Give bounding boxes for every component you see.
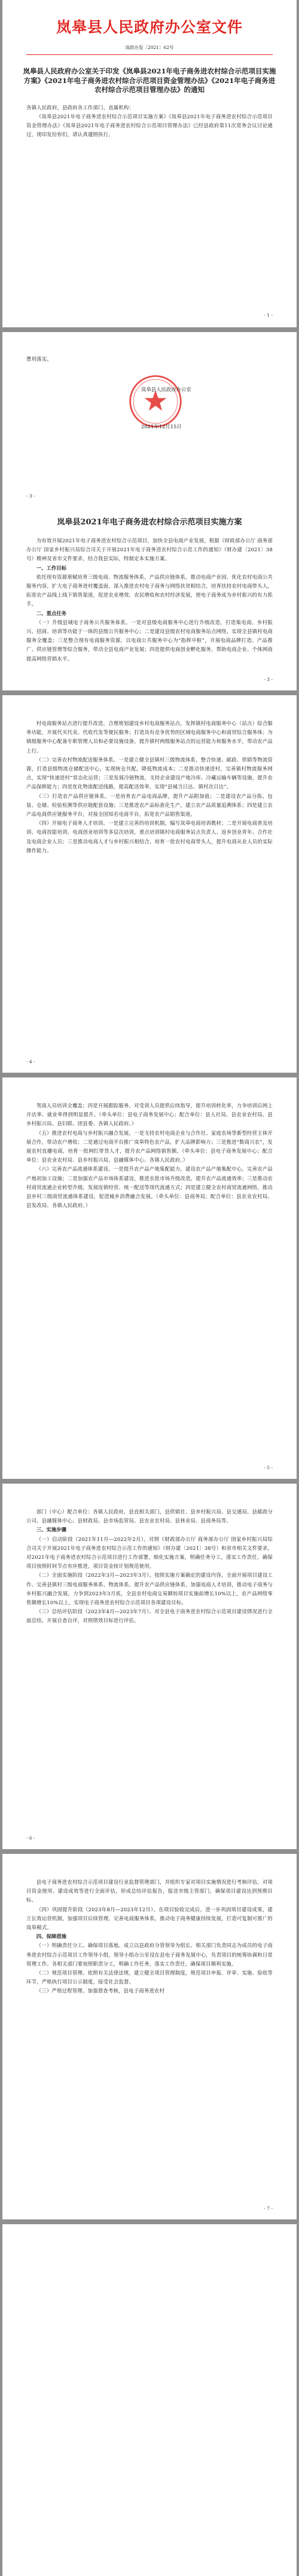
- section-heading: 四、保障措施: [36, 1933, 67, 1940]
- plan-paragraph: （二）完善农村物流配送服务体系。一是建立健全县镇村三级物流体系，整合快递、邮政、供销等物流资源，打造县级物流仓储配送中心，实现统仓共配，降低物流成本；二是推动快递进村，完善镇村物流服务网点，实现“快递进村”常态化运营；三是发展冷链物流，支持企业建设产地冷库、冷藏运输车辆等设施，提升农产品保鲜能力；四是优化物流配送线路，提高配送效率，实现“县城当日达、镇村次日达”。: [26, 756, 273, 790]
- page-number: - 5 -: [264, 1465, 273, 1470]
- document-page-1: [2, 0, 297, 327]
- notice-salutation: 各镇人民政府，县政府各工作部门、直属机构：: [26, 104, 135, 110]
- plan-paragraph: （二）规范项目管理。依照有关法律法规，建立健全项目管理制度，规范项目申报、评审、实施、验收等环节，严格执行项目公示制度，接受社会监督。: [26, 1970, 273, 1985]
- page-number: - 7 -: [264, 2206, 273, 2211]
- plan-paragraph: 县电子商务进农村综合示范项目建设行业监督管理部门，并组织专家对项目实施情况进行考核评估，对项目资金使用、建设成效等进行全面评估，形成总结评估报告，报送市级主管部门，确保项目建设达到预期目标。: [26, 1879, 273, 1903]
- plan-paragraph: （三）打造农产品供应链体系。一是培育农产品电商品牌，提升产品附加值；二是建设农产品分拣、包装、仓储、检验检测等供应链配套设施；三是推进农产品标准化生产，建立农产品质量追溯体系；四是建立农产品电商供应链服务平台，对接全国知名电商平台，拓宽农产品销售渠道。: [26, 793, 273, 818]
- plan-paragraph: （一）启动阶段（2021年11月—2022年2月）。对照《财政部办公厅 商务部办公厅 国家乡村振兴局综合司关于开展2021年电子商务进农村综合示范工作的通知》（财办建〔2021〕38号）和省市相关文件要求，对2021年电子商务进农村综合示范项目进行工作部署，细化实施方案，明确任务分工，落实工作责任，确保项目按照时间节点有序推进，项目资金按计划规范使用。: [26, 1536, 273, 1570]
- page-number: - 6 -: [26, 1835, 35, 1841]
- plan-title: 岚皋县2021年电子商务进农村综合示范项目实施方案: [57, 518, 242, 527]
- plan-paragraph: （四）巩固提升阶段（2023年8月—2023年12月）。在项目验收完成后，进一步巩固项目建设成果，建立长效运营机制，加强项目后续管理，完善电商服务体系，推动电子商务健康持续发展，打造可复制可推广的岚皋模式。: [26, 1906, 273, 1931]
- plan-paragraph: （四）开展电子商务人才培训。一是建立完善的培训机制，编写岚皋电商培训教材；二是开展电商普及培训、电商技能培训、电商创业培训等多层次培训，重点培训镇村电商服务站点负责人、返乡创业青年、合作社及电商企业人员；三是推动电商人才与乡村振兴相结合，培育一批农村电商带头人，提升电商从业人员的实际操作能力。: [26, 820, 273, 853]
- document-page-3: [2, 695, 297, 1073]
- page-number: - 4 -: [26, 1059, 35, 1064]
- section-heading: 二、重点任务: [36, 610, 67, 616]
- document-page-6: [2, 1854, 297, 2219]
- document-page-5: [2, 1484, 297, 1849]
- document-page-4: [2, 1077, 297, 1479]
- section-heading: 三、实施步骤: [36, 1527, 67, 1533]
- plan-paragraph: 依托现有资源禀赋培育三级电商、物流服务体系，产品供应链体系，推动电商产业园、优化农村电商公共服务内容，扩大电子商务进村覆盖面，深入推进农村电子商务与网络扶贫相结合，培育扶持农村电商带头人，拓宽农产品线上线下销售渠道，促进农业增效、农民增收和农村经济发展，使电子商务成为乡村振兴的有力抓手。: [26, 573, 273, 607]
- page2-carryover: 曹玥落实。: [26, 356, 52, 362]
- plan-paragraph: （五）推进农村电商与乡村振兴融合发展。一是支持农村电商企业与合作社、家庭农场等新型经营主体开展合作，带动农户增收；二是通过电商平台推广岚皋特色农产品，扩大品牌影响力；三是推进“数商兴农”，发展农村直播电商，培育一批网红带货人才，提升农产品网络销售额。（牵头单位：县电子商务发展中心；配合单位：县农业农村局、县乡村振兴局、县融媒体中心、各镇人民政府。）: [26, 1129, 273, 1163]
- signing-organization: 岚皋县人民政府办公室: [141, 386, 191, 392]
- page-number: - 1 -: [264, 312, 273, 318]
- plan-paragraph: 驾商人员培训全覆盖；四是开展跟踪服务，对受训人员提供后续指导，提升培训转化率，力争培训后网上开店率、就业率得到明显提升。（牵头单位：县电子商务发展中心；配合单位：县人社局、县农业农村局、县乡村振兴局、县妇联、团县委、各镇人民政府。）: [26, 1103, 273, 1127]
- page-number: - 3 -: [26, 493, 35, 499]
- document-number: 岚政办发〔2021〕62号: [125, 45, 174, 50]
- plan-paragraph: （一）明确责任分工。确保项目落地。成立以县政府分管领导为组长、相关部门负责同志为成员的电子商务进农村综合示范项目工作领导小组，领导小组办公室设在县电子商务发展中心，负责项目的统筹协调和日常管理工作。各相关部门要按照职责分工，明确工作任务，落实工作责任，确保项目顺利实施。: [26, 1942, 273, 1967]
- red-divider-line: [26, 54, 273, 55]
- page-number: - 3 -: [264, 677, 273, 682]
- section-heading: 一、工作目标: [36, 564, 67, 571]
- plan-paragraph: 村电商服务站点进行提升改造，合理规划建设乡村电商服务站点，发挥镇村电商服务中心（站点）综合服务功能，开展代买代卖、代收代发等便民服务；打造具有竞争优势的区域电商服务中心和商贸综合服务体；为镇级服务中心配备专职管理人员和必要设施设备，提升镇村两级服务站点的运营能力和服务水平，带动农产品上行。: [26, 720, 273, 754]
- signing-date: 2021年12月15日: [141, 423, 182, 429]
- notice-title: 岚皋县人民政府办公室关于印发《岚皋县2021年电子商务进农村综合示范项目实施方案》《2021年电子商务进农村综合示范项目资金管理办法》《2021年电子商务进农村综合示范项目管理办法》的通知: [23, 67, 276, 94]
- plan-intro: 为有效开展2021年电子商务进农村综合示范项目，加快全县电商产业发展，根据《财政部办公厅 商务部办公厅 国家乡村振兴局综合司关于开展2021年电子商务进农村综合示范工作的通知》（财办建〔2021〕38号）精神及省市文件要求，结合我县实际，特制定本实施方案。: [26, 538, 273, 562]
- plan-paragraph: 部门（中心）配合单位：各镇人民政府，县直相关部门，县供销社、县乡村振兴局、县交通局、县邮政分公司、县融媒体中心、县财政局、县市场监管局、县农业农村局、县林业局、县商务局等。: [26, 1509, 273, 1524]
- document-header-title: 岚皋县人民政府办公室文件: [56, 19, 243, 36]
- plan-paragraph: （二）全面实施阶段（2022年3月—2023年3月）。按照实施方案确定的建设内容，全面开展项目建设工作。完善县镇村三级电商服务体系、物流体系，提升农产品供应链体系，加强电商人才培训，推动电子商务与乡村振兴融合发展，力争到2023年3月底，全县农村电商交易额较项目实施前增长10%以上，农产品网络零售额增长10%以上，实现电子商务进农村综合示范项目各项建设目标。: [26, 1572, 273, 1606]
- plan-paragraph: （六）完善农产品流通体系建设。一是提升农产品产地集配能力，建设农产品产地集配中心，完善农产品产地初加工设施；二是加强农产品市场体系建设，推进农批市场升级改造，提升农产品流通效率；三是推动农村商贸流通企业转型升级，发展连锁经营、统一配送等现代流通方式；四是建立健全农村商贸流通网络，推动县乡村三级商贸流通体系建设，促进城乡消费融合发展。（牵头单位：县商务局；配合单位：县农业农村局、县发改局、各镇人民政府。）: [26, 1166, 273, 1209]
- plan-paragraph: （三）总结评估阶段（2023年4月—2023年7月）。对全县电子商务进农村综合示范项目建设情况进行全面总结，开展自查自评，对照绩效目标进行评估。: [26, 1608, 273, 1624]
- document-page-7: [2, 2224, 297, 2576]
- plan-paragraph: （一）升级县域电子商务公共服务体系。一是对县级电商服务中心进行升级改造，打造集电商、乡村振兴、招商、培训等功能于一体的县级公共服务中心；二是建设县级农村电商服务站点网络，实现全县镇村电商服务全覆盖；三是整合现有电商服务资源，以电商公共服务中心为“指挥中枢”，开展电商品牌打造、产品推广、供应链管理等综合服务，带动全县电商产业发展；四是提供电商创业孵化服务，帮助电商企业、个体网商提高网络营销水平。: [26, 619, 273, 662]
- notice-body: 《岚皋县2021年电子商务进农村综合示范项目实施方案》《岚皋县2021年电子商务进农村综合示范项目资金管理办法》《岚皋县2021年电子商务进农村综合示范项目管理办法》已经县政府第11次常务会议讨论通过，现印发给你们，请认真遵照执行。: [26, 113, 273, 138]
- document-page-2: [2, 332, 297, 690]
- plan-paragraph: （三）严格过程管理。加强督查考核，县电子商务进农村: [36, 1988, 165, 1994]
- official-seal-icon: [128, 374, 183, 429]
